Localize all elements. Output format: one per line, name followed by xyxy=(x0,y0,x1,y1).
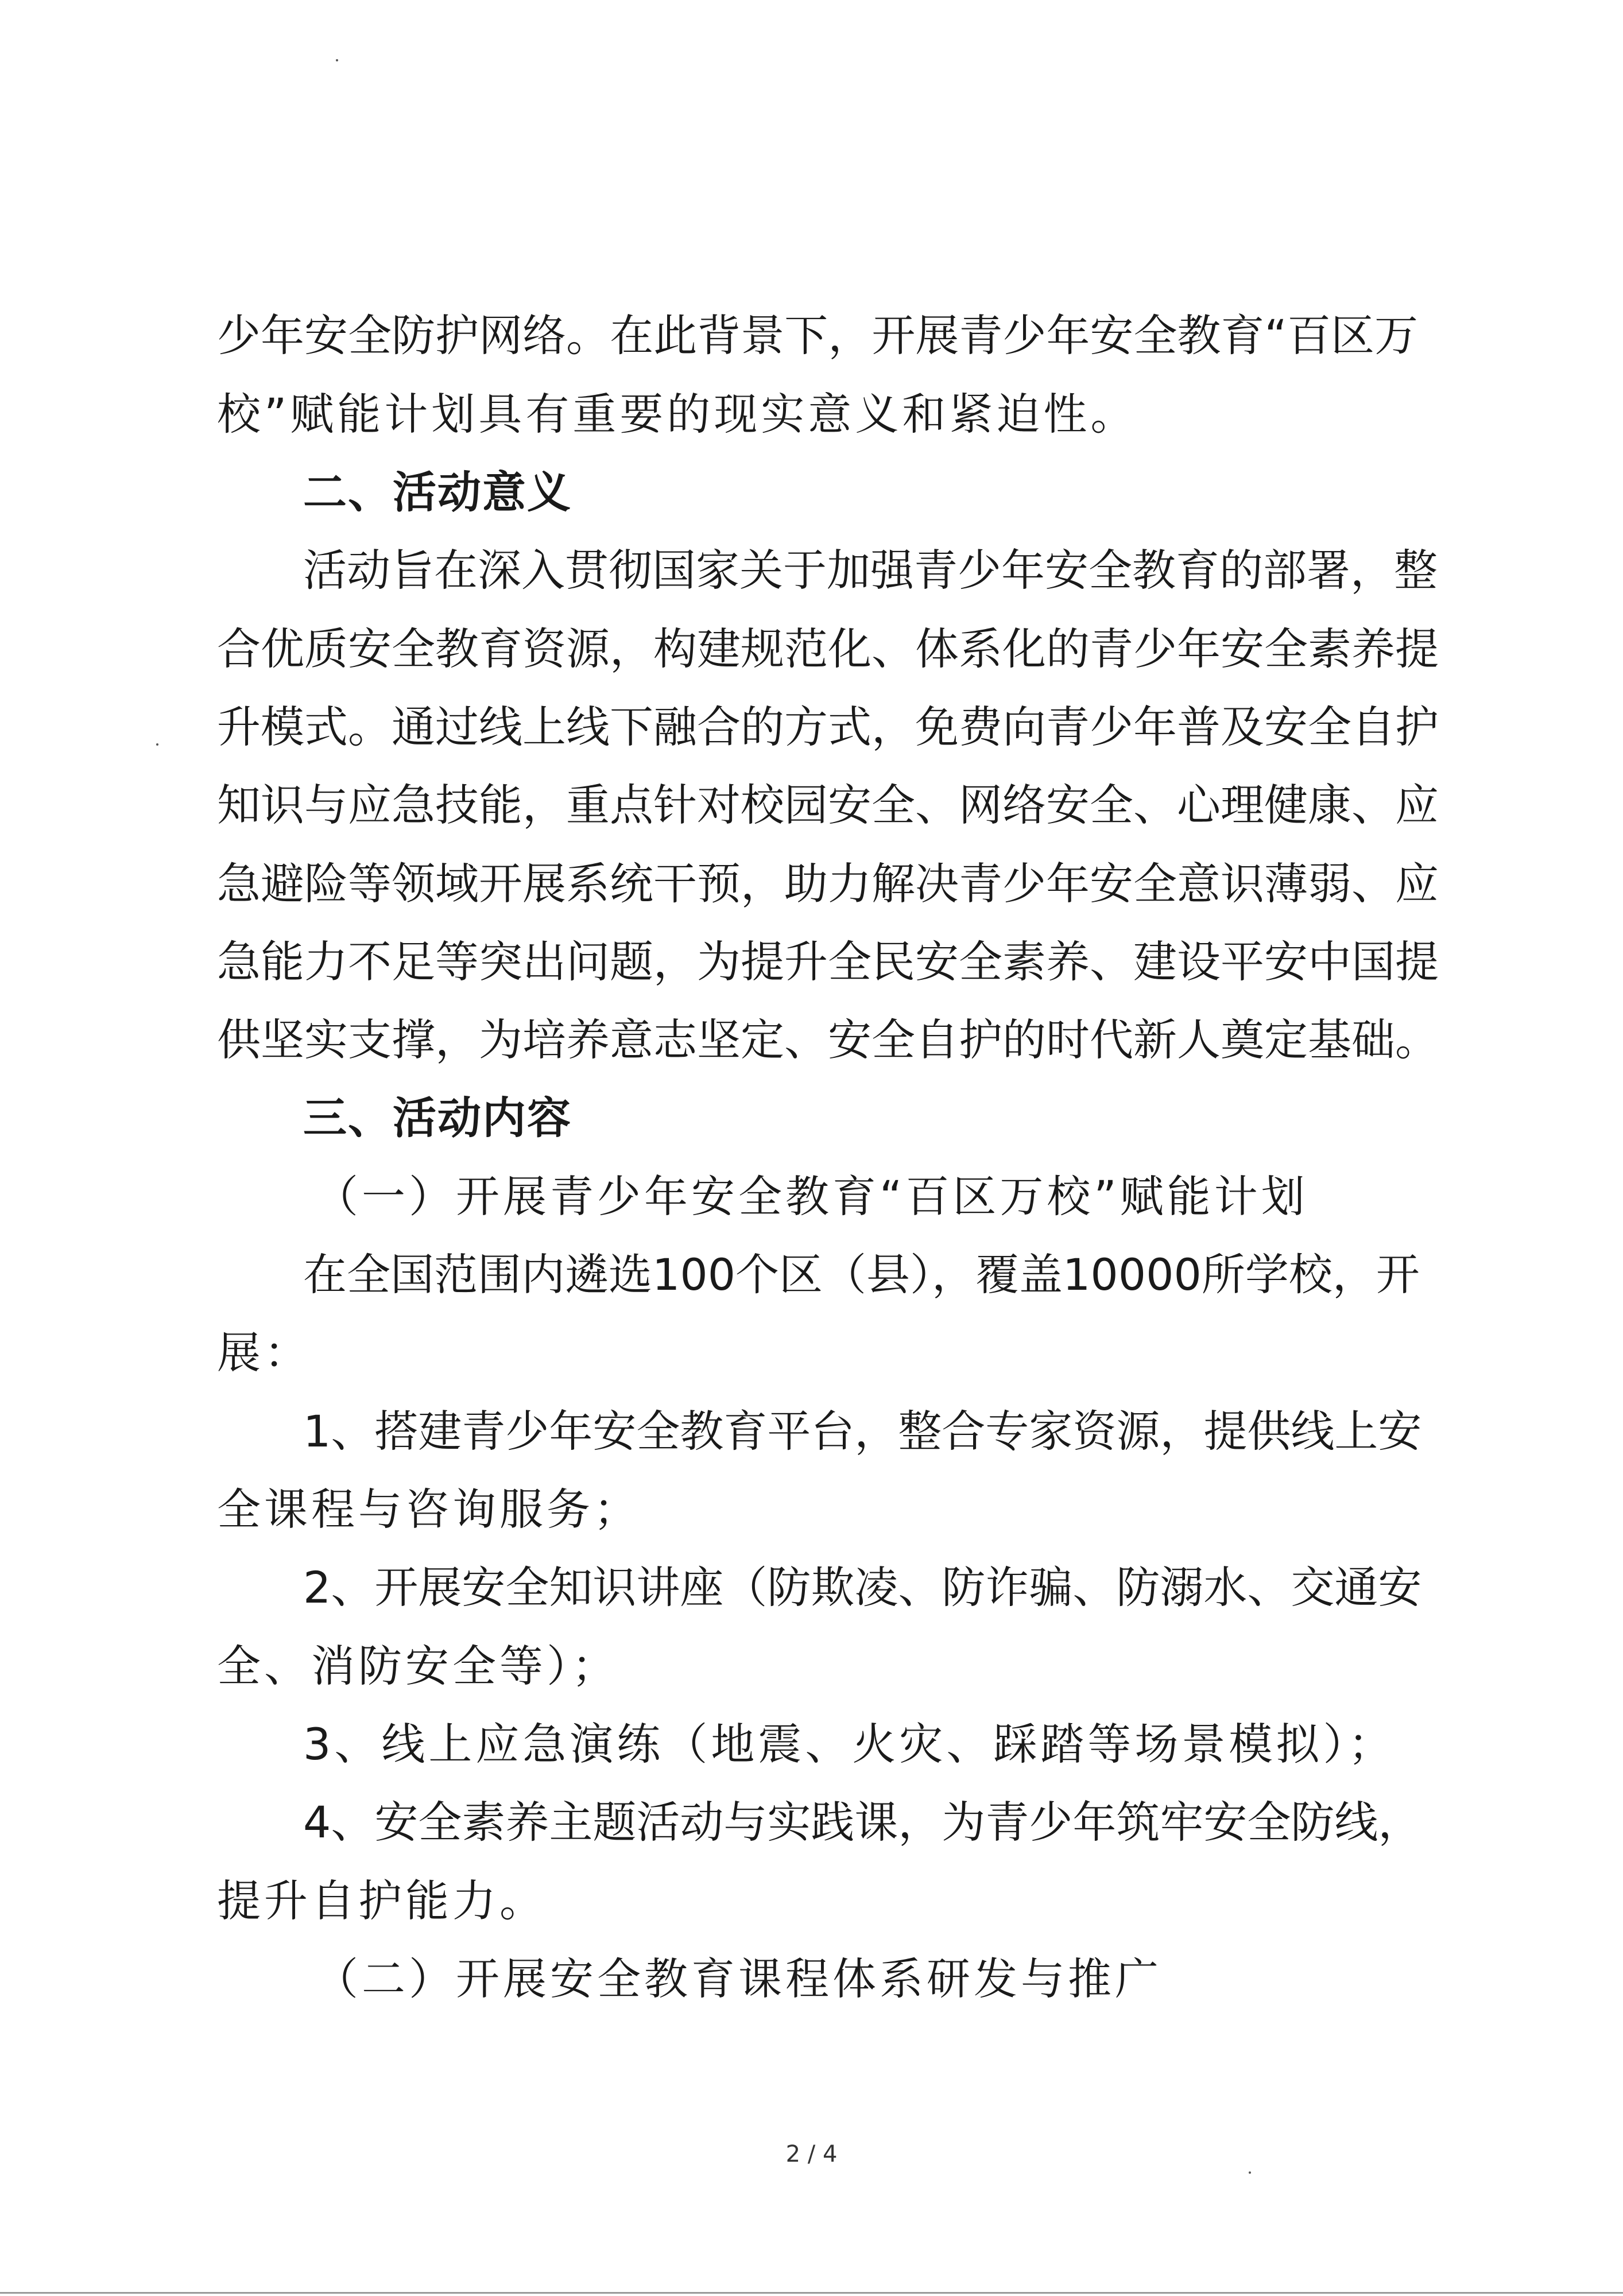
subsection-heading-2: （二）开展安全教育课程体系研发与推广 xyxy=(315,1953,1162,2004)
body-text-line: 急避险等领域开展系统干预，助力解决青少年安全意识薄弱、应 xyxy=(217,858,1439,909)
list-item-4: 4、安全素养主题活动与实践课，为青少年筑牢安全防线， xyxy=(303,1797,1422,1848)
section-heading-significance: 二、活动意义 xyxy=(303,467,572,518)
list-item-3: 3、线上应急演练（地震、火灾、踩踏等场景模拟）； xyxy=(303,1719,1396,1770)
body-text-line: 活动旨在深入贯彻国家关于加强青少年安全教育的部署，整 xyxy=(303,545,1438,596)
body-text-line: 在全国范围内遴选100个区（县），覆盖10000所学校，开 xyxy=(303,1249,1420,1300)
scan-speck xyxy=(156,743,158,746)
list-item-2-cont: 全、消防安全等）； xyxy=(217,1640,619,1692)
list-item-1-cont: 全课程与咨询服务； xyxy=(217,1484,641,1535)
page-number: 2 / 4 xyxy=(785,2141,838,2167)
body-text-line: 校”赋能计划具有重要的现实意义和紧迫性。 xyxy=(217,389,1138,440)
body-text-line: 合优质安全教育资源，构建规范化、体系化的青少年安全素养提 xyxy=(217,623,1439,674)
body-text-line: 少年安全防护网络。在此背景下，开展青少年安全教育“百区万 xyxy=(217,310,1418,361)
scan-edge-line xyxy=(0,2292,1623,2294)
subsection-heading-1: （一）开展青少年安全教育“百区万校”赋能计划 xyxy=(315,1171,1308,1222)
body-text-line: 供坚实支撑，为培养意志坚定、安全自护的时代新人奠定基础。 xyxy=(217,1014,1439,1065)
scan-speck xyxy=(336,59,338,61)
body-text-line: 展： xyxy=(217,1327,311,1378)
scan-speck xyxy=(1249,2171,1251,2174)
body-text-line: 升模式。通过线上线下融合的方式，免费向青少年普及安全自护 xyxy=(217,701,1439,753)
list-item-2: 2、开展安全知识讲座（防欺凌、防诈骗、防溺水、交通安 xyxy=(303,1562,1422,1613)
section-heading-content: 三、活动内容 xyxy=(303,1092,572,1143)
list-item-4-cont: 提升自护能力。 xyxy=(217,1875,547,1926)
body-text-line: 急能力不足等突出问题，为提升全民安全素养、建设平安中国提 xyxy=(217,936,1439,987)
list-item-1: 1、搭建青少年安全教育平台，整合专家资源，提供线上安 xyxy=(303,1406,1422,1457)
body-text-line: 知识与应急技能，重点针对校园安全、网络安全、心理健康、应 xyxy=(217,779,1439,831)
